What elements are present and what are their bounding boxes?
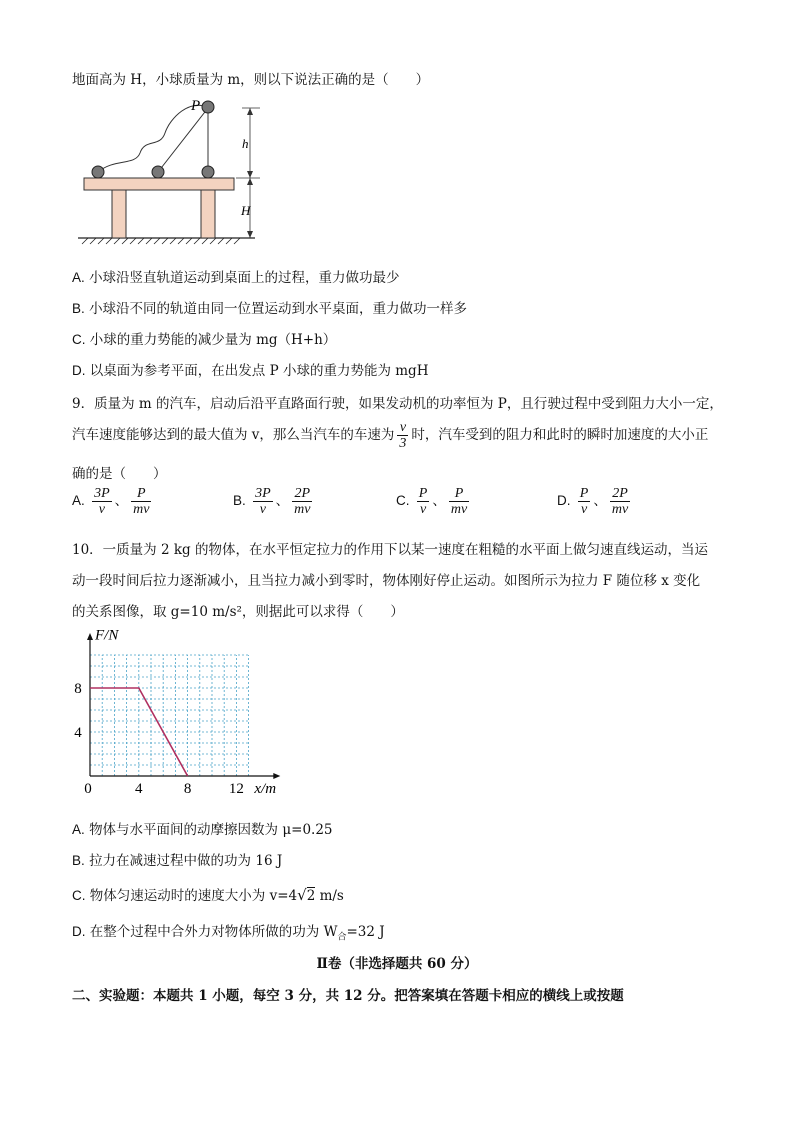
x-axis-arrow bbox=[273, 773, 280, 779]
q9-line1: 9．质量为 m 的汽车，启动后沿平直路面行驶，如果发动机的功率恒为 P，且行驶过程中受到阻力大小一定， bbox=[72, 396, 723, 412]
label-H: H bbox=[241, 203, 251, 218]
x-axis-label: x/m bbox=[254, 781, 277, 797]
y-tick-label: 4 bbox=[74, 725, 82, 741]
f-x-chart bbox=[70, 628, 290, 803]
q10-option-d: D. 在整个过程中合外力对物体所做的功为 $W_合=32$ J bbox=[72, 924, 385, 943]
x-tick-label: 12 bbox=[228, 781, 244, 797]
sqrt-radicand: 2 bbox=[306, 888, 316, 904]
section-heading: 二、实验题：本题共 1 小题，每空 3 分，共 12 分。把答案填在答题卡相应的横线上或按题 bbox=[72, 988, 624, 1004]
q9-option-a: A. $\frac{3P}{v}$ 、 $\frac{P}{mv}$ bbox=[72, 486, 150, 517]
q9-line3: 确的是（ ） bbox=[72, 466, 167, 482]
q8-figure bbox=[70, 98, 270, 248]
q9-fraction: $\frac{v}{3}$ bbox=[399, 420, 407, 451]
y-tick-label: 8 bbox=[74, 681, 82, 697]
label-p: P bbox=[191, 98, 201, 114]
q10-line3: 的关系图像，取 g=10 m/s²，则据此可以求得（ ） bbox=[72, 604, 404, 620]
q8-option-d: D. 以桌面为参考平面，在出发点 P 小球的重力势能为 mgH bbox=[72, 363, 429, 379]
x-tick-label: 0 bbox=[84, 781, 92, 797]
q10-option-b: B. 拉力在减速过程中做的功为 16 J bbox=[72, 853, 283, 869]
q8-option-c: C. 小球的重力势能的减少量为 mg（H+h） bbox=[72, 332, 337, 348]
q10-line2: 动一段时间后拉力逐渐减小，且当拉力减小到零时，物体刚好停止运动。如图所示为拉力 F 随位移 x 变化 bbox=[72, 573, 701, 589]
section-title: Ⅱ卷（非选择题共 60 分） bbox=[316, 956, 478, 972]
q8-stem: 地面高为 H，小球质量为 m，则以下说法正确的是（ ） bbox=[72, 72, 430, 88]
q9-option-c: C. $\frac{P}{v}$ 、 $\frac{P}{mv}$ bbox=[396, 486, 468, 517]
x-tick-label: 8 bbox=[183, 781, 192, 797]
q10-line1: 10．一质量为 2 kg 的物体，在水平恒定拉力的作用下以某一速度在粗糙的水平面上做匀速直线运动，当运 bbox=[72, 542, 708, 558]
q8-option-b: B. 小球沿不同的轨道由同一位置运动到水平桌面，重力做功一样多 bbox=[72, 301, 468, 317]
x-tick-label: 4 bbox=[135, 781, 143, 797]
q8-option-a: A. 小球沿竖直轨道运动到桌面上的过程，重力做功最少 bbox=[72, 270, 400, 286]
q10-option-c: C. 物体匀速运动时的速度大小为 v=4√2 m/s bbox=[72, 886, 344, 904]
y-axis-label: F/N bbox=[95, 628, 119, 644]
q9-option-d: D. $\frac{P}{v}$ 、 $\frac{2P}{mv}$ bbox=[557, 486, 629, 517]
label-h: h bbox=[242, 136, 249, 151]
q9-line2: 汽车速度能够达到的最大值为 v，那么当汽车的车速为 $\frac{v}{3}$ 时，汽车受到的阻力和此时的瞬时加速度的大小正 bbox=[72, 420, 709, 451]
y-axis-arrow bbox=[87, 633, 93, 640]
q10-option-a: A. 物体与水平面间的动摩擦因数为 μ=0.25 bbox=[72, 822, 333, 838]
q9-option-b: B. $\frac{3P}{v}$ 、 $\frac{2P}{mv}$ bbox=[233, 486, 311, 517]
